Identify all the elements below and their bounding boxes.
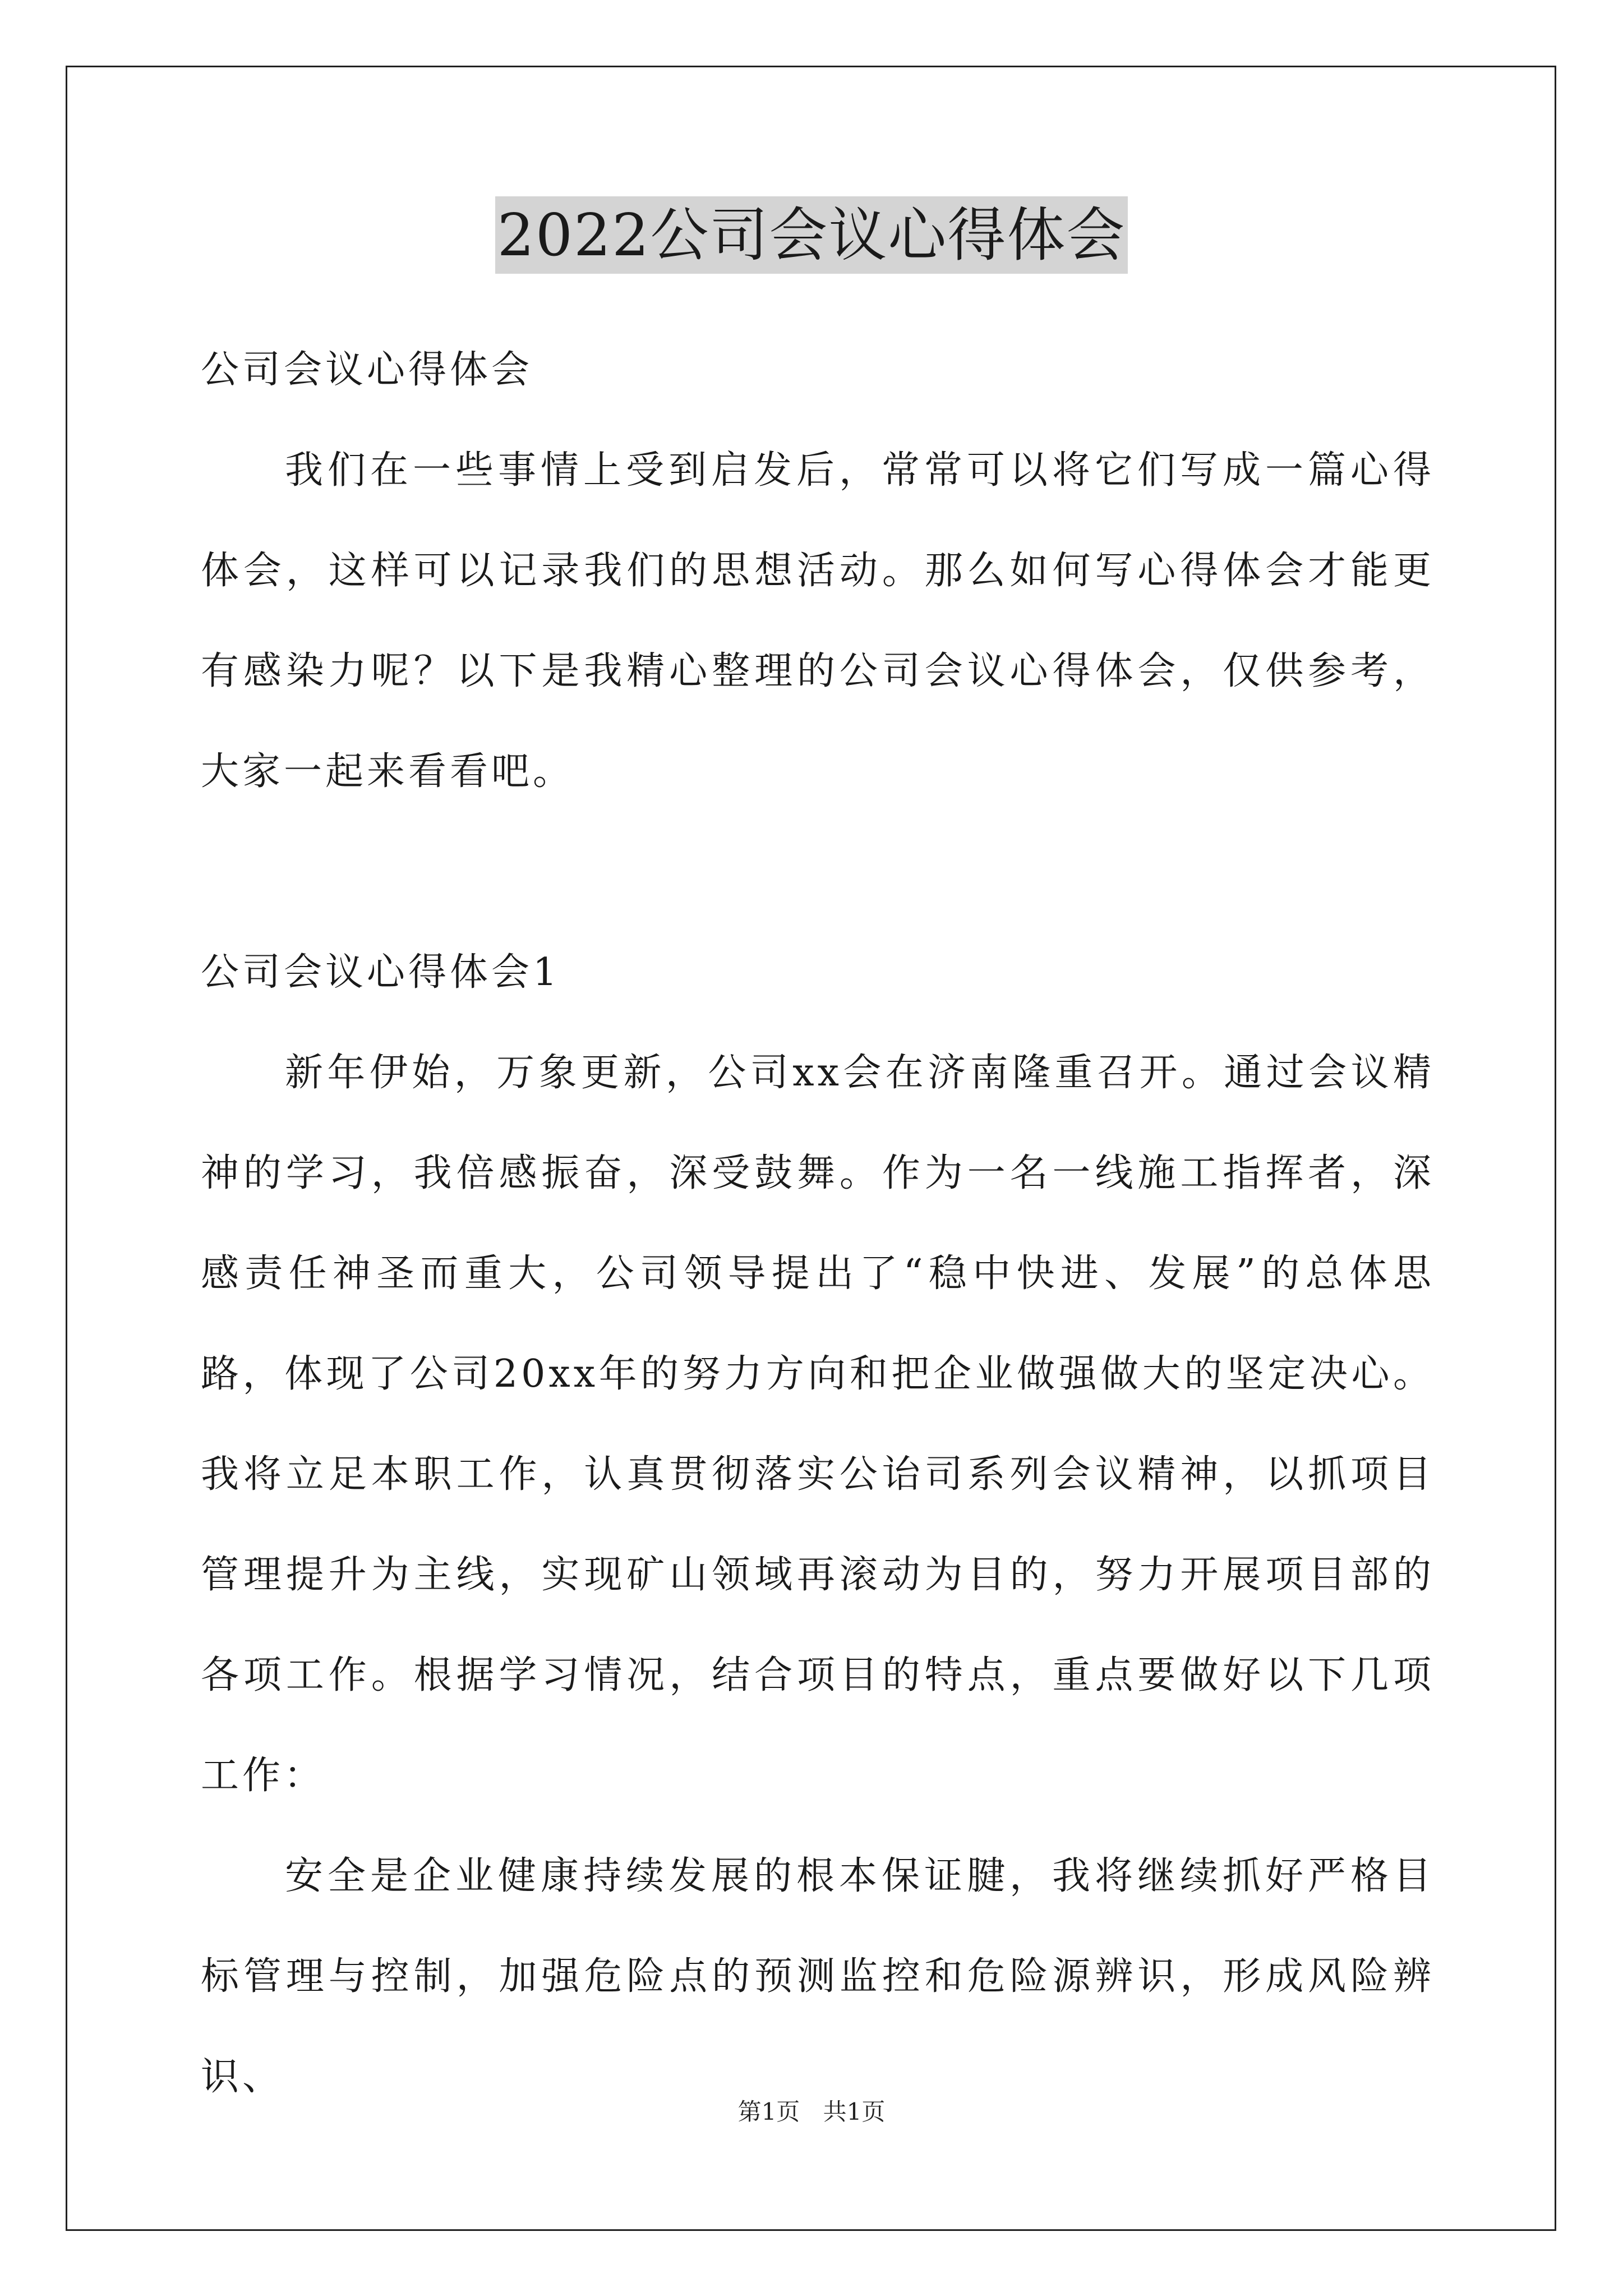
document-title: 2022公司会议心得体会 — [495, 196, 1128, 274]
paragraph-1: 新年伊始，万象更新，公司xx会在济南隆重召开。通过会议精神的学习，我倍感振奋，深受鼓舞。作为一名一线施工指挥者，深感责任神圣而重大，公司领导提出了“稳中快进、发展”的总体思路，体现了公司20xx年的努力方向和把企业做强做大的坚定决心。我将立足本职工作，认真贯彻落实公诒司系列会议精神，以抓项目管理提升为主线，实现矿山领域再滚动为目的，努力开展项目部的各项工作。根据学习情况，结合项目的特点，重点要做好以下几项工作： — [201, 1051, 1435, 1798]
subheading-1: 公司会议心得体会1 — [201, 950, 561, 995]
document-body — [201, 320, 1435, 2127]
section-heading: 公司会议心得体会 — [201, 348, 533, 392]
paragraph-2: 安全是企业健康持续发展的根本保证腱，我将继续抓好严格目标管理与控制，加强危险点的预测监控和危险源辨识，形成风险辨识、 — [201, 1854, 1435, 2099]
page-number: 第1页 — [737, 2098, 800, 2125]
spacer — [201, 822, 1435, 922]
total-pages: 共1页 — [823, 2098, 886, 2125]
page-footer — [0, 2095, 1623, 2129]
intro-paragraph: 我们在一些事情上受到启发后，常常可以将它们写成一篇心得体会，这样可以记录我们的思想活动。那么如何写心得体会才能更有感染力呢？以下是我精心整理的公司会议心得体会，仅供参考，大家一起来看看吧。 — [201, 448, 1435, 794]
title-container — [0, 196, 1623, 274]
